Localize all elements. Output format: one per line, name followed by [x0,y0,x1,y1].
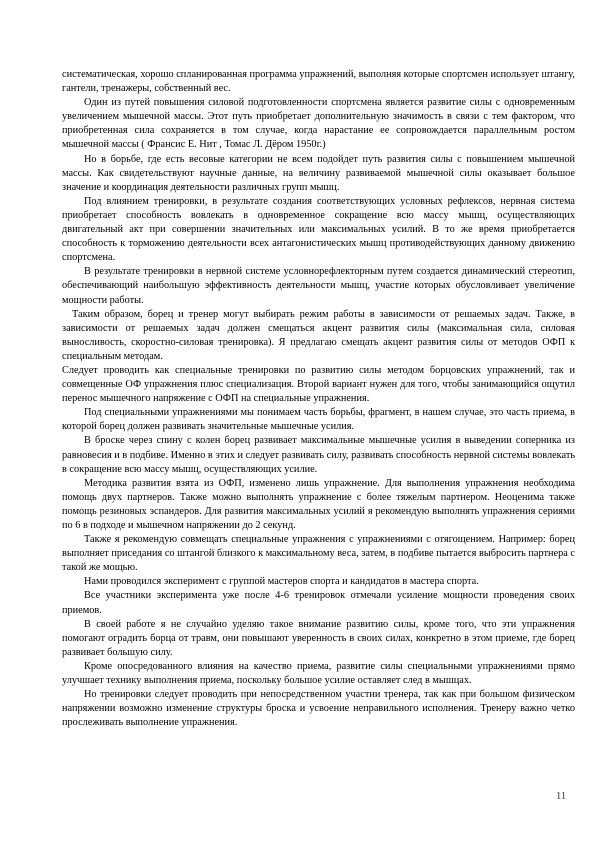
paragraph: Следует проводить как специальные тренировки по развитию силы методом борцовских упражнений, так и совмещенные ОФ упражнения плюс специализация. Второй вариант нужен для того, чтобы занимающийся ощутил перенос мышечного напряжение с ОФП на специальные упражнения. [62,364,575,405]
paragraph: Методика развития взята из ОФП, изменено лишь упражнение. Для выполнения упражнения необходима помощь двух партнеров. Также можно выполнять упражнение с более тяжелым партнером. Неоценима также помощь резиновых эспандеров. Для развития максимальных усилий я рекомендую выполнять упражнения сериями по 6 в подходе и мышечном напряжении до 2 секунд. [62,477,575,531]
paragraph: Таким образом, борец и тренер могут выбирать режим работы в зависимости от решаемых задач. Также, в зависимости от решаемых задач должен смещаться акцент развития силы (максимальная сила, силовая выносливость, скоростно-силовая тренировка). Я предлагаю смещать акцент развития силы от методов ОФП к специальным методам. [62,308,575,362]
body-text [62,68,575,730]
paragraph: В результате тренировки в нервной системе условнорефлекторным путем создается динамический стереотип, обеспечивающий наибольшую эффективность деятельности мышц, участие которых обусловливает увеличение мощности работы. [62,266,575,306]
paragraph: Также я рекомендую совмещать специальные упражнения с упражнениями с отягощением. Например: борец выполняет приседания со штангой близкого к максимальному веса, затем, в подбиве пытается выбросить партнера с такой же мощью. [62,534,575,574]
paragraph: Но в борьбе, где есть весовые категории не всем подойдет путь развития силы с повышением мышечной массы. Как свидетельствуют научные данные, на величину развиваемой мышечной силы оказывает большое значение и координация деятельности различных групп мышц. [62,153,575,193]
paragraph: Один из путей повышения силовой подготовленности спортсмена является развитие силы с одновременным увеличением мышечной массы. Этот путь приобретает дополнительную значимость в связи с тем фактором, что приобретенная сила сохраняется в том случае, когда нарастание ее сопровождается параллельным ростом мышечной массы ( Франсис Е. Нит , Томас Л. Дёром 1950г.) [62,97,575,151]
paragraph: В своей работе я не случайно уделяю такое внимание развитию силы, кроме того, что эти упражнения помогают оградить борца от травм, они повышают уверенность в своих силах, конкретно в этом приеме, где борец развивает большую силу. [62,618,575,658]
paragraph: В броске через спину с колен борец развивает максимальные мышечные усилия в выведении соперника из равновесия и в подбиве. Именно в этих и следует развивать силу, развивать способность нервной системы вовлекать в сокращение всю массу мышц, осуществляющих усилие. [62,435,576,475]
paragraph: систематическая, хорошо спланированная программа упражнений, выполняя которые спортсмен использует штангу, гантели, тренажеры, собственный вес. [62,69,575,95]
page-number: 11 [556,791,567,802]
paragraph: Кроме опосредованного влияния на качество приема, развитие силы специальными упражнениями прямо улучшает технику выполнения приема, поскольку большое усилие оставляет след в мышцах. [62,660,575,687]
paragraph: Под специальными упражнениями мы понимаем часть борьбы, фрагмент, в нашем случае, это часть приема, в которой борец должен развивать значительные мышечные усилия. [62,407,575,433]
paragraph: Под влиянием тренировки, в результате создания соответствующих условных рефлексов, нервная система приобретает способность вовлекать в одновременное сокращение всю массу мышц, осуществляющих двигательный акт при совершении значительных или максимальных усилий. В то же время приобретается способность к торможению деятельности всех антагонистических мышц противодействующих данному движению спортсмена. [62,195,575,264]
paragraph: Но тренировки следует проводить при непосредственном участии тренера, так как при большом физическом напряжении возможно изменение структуры броска и усвоение неправильного исполнения. Тренеру важно четко прослеживать выполнение упражнения. [62,689,575,729]
paragraph: Нами проводился эксперимент с группой мастеров спорта и кандидатов в мастера спорта. [84,576,479,588]
paragraph: Все участники эксперимента уже после 4-6 тренировок отмечали усиление мощности проведения своих приемов. [62,590,575,616]
